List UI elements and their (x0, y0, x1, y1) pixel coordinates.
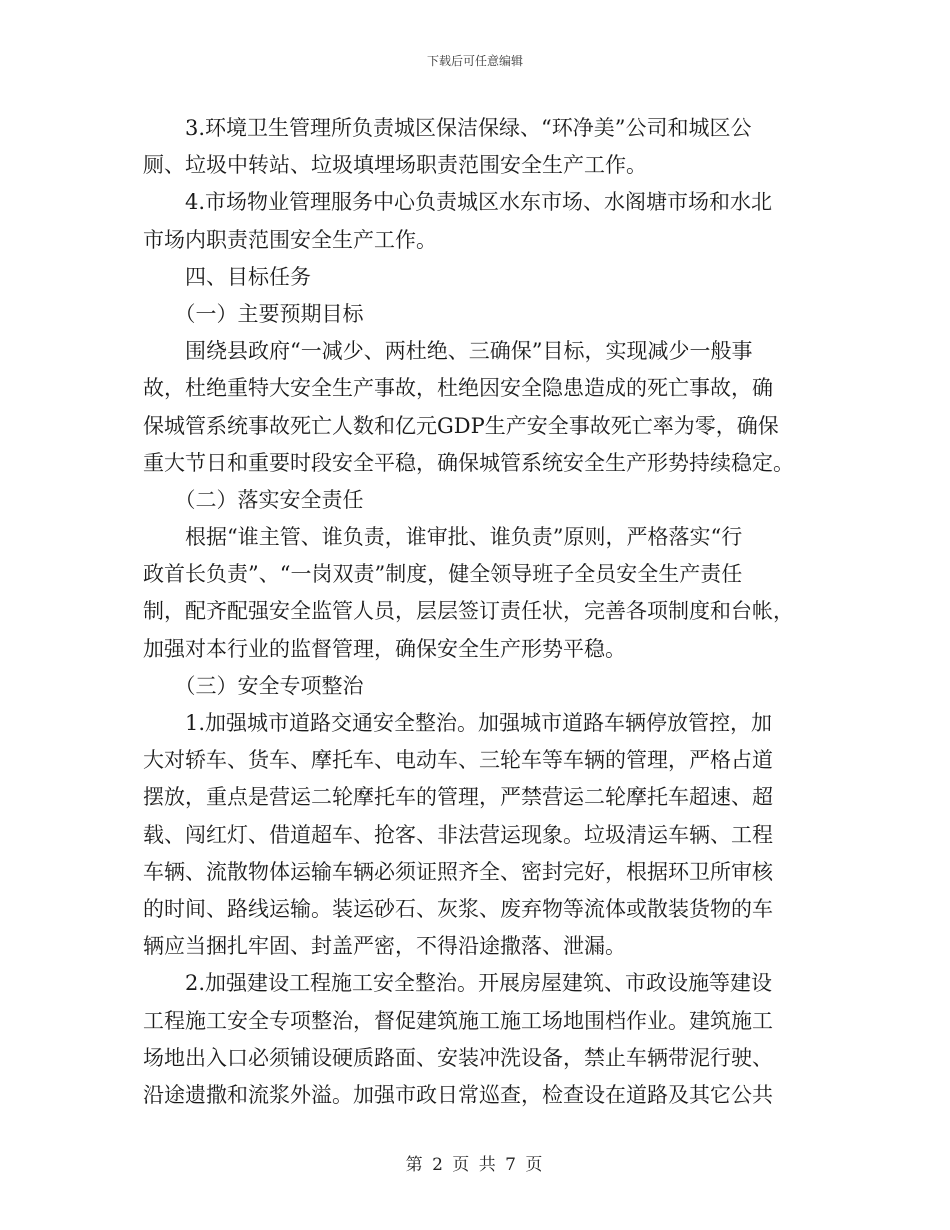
text-line: 故，杜绝重特大安全生产事故，杜绝因安全隐患造成的死亡事故，确 (143, 376, 773, 401)
text-line: 摆放，重点是营运二轮摩托车的管理，严禁营运二轮摩托车超速、超 (143, 785, 773, 810)
page-header: 下载后可任意编辑 (426, 54, 523, 68)
page-number-footer: 第 2 页 共 7 页 (405, 1155, 545, 1175)
text-line: 载、闯红灯、借道超车、抢客、非法营运现象。垃圾清运车辆、工程 (143, 822, 773, 847)
text-line: 政首长负责”、“一岗双责”制度，健全领导班子全员安全生产责任 (143, 562, 743, 587)
subsection-heading: （三）安全专项整治 (143, 673, 364, 698)
text-line: 辆应当捆扎牢固、封盖严密，不得沿途撒落、泄漏。 (143, 934, 626, 959)
text-line: 围绕县政府“一减少、两杜绝、三确保”目标，实现减少一般事 (143, 339, 753, 364)
text-line: 加强对本行业的监督管理，确保安全生产形势平稳。 (143, 636, 626, 661)
text-line: 市场内职责范围安全生产工作。 (143, 227, 437, 252)
text-line: 1.加强城市道路交通安全整治。加强城市道路车辆停放管控，加 (143, 711, 773, 735)
text-line: 2.加强建设工程施工安全整治。开展房屋建筑、市政设施等建设 (143, 971, 773, 996)
text-line: 车辆、流散物体运输车辆必须证照齐全、密封完好，根据环卫所审核 (143, 859, 773, 884)
text-line: 制，配齐配强安全监管人员，层层签订责任状，完善各项制度和台帐， (143, 599, 794, 624)
text-line: 3.环境卫生管理所负责城区保洁保绿、“环净美”公司和城区公 (143, 116, 752, 140)
text-line: 大对轿车、货车、摩托车、电动车、三轮车等车辆的管理，严格占道 (143, 748, 773, 773)
text-line: 重大节日和重要时段安全平稳，确保城管系统安全生产形势持续稳定。 (143, 450, 794, 475)
document-body (143, 110, 810, 1114)
text-line: 保城管系统事故死亡人数和亿元GDP生产安全事故死亡率为零，确保 (143, 413, 779, 438)
text-line: 4.市场物业管理服务中心负责城区水东市场、水阁塘市场和水北 (143, 190, 773, 215)
text-line: 沿途遗撒和流浆外溢。加强市政日常巡查，检查设在道路及其它公共 (143, 1082, 773, 1107)
text-line: 场地出入口必须铺设硬质路面、安装冲洗设备，禁止车辆带泥行驶、 (143, 1045, 773, 1070)
subsection-heading: （二）落实安全责任 (143, 487, 364, 512)
text-line: 工程施工安全专项整治，督促建筑施工施工场地围档作业。建筑施工 (143, 1008, 773, 1033)
subsection-heading: （一）主要预期目标 (143, 301, 364, 326)
text-line: 厕、垃圾中转站、垃圾填埋场职责范围安全生产工作。 (143, 153, 647, 178)
text-line: 根据“谁主管、谁负责，谁审批、谁负责”原则，严格落实“行 (143, 525, 743, 550)
text-line: 的时间、路线运输。装运砂石、灰浆、废弃物等流体或散装货物的车 (143, 896, 773, 921)
section-heading: 四、目标任务 (143, 264, 311, 289)
